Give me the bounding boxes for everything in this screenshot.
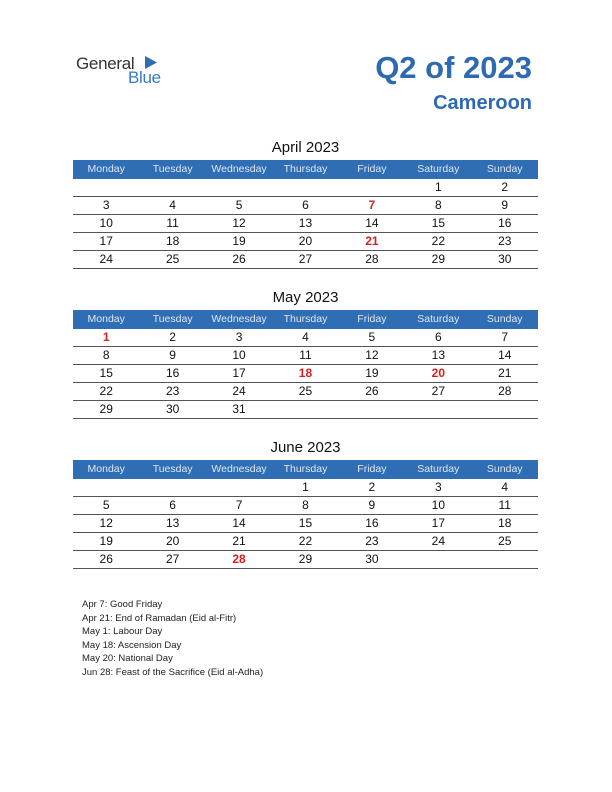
day-cell: 17 [99, 234, 113, 248]
weekday-header: Thursday [283, 163, 328, 175]
day-cell: 6 [169, 498, 176, 512]
day-cell: 6 [302, 198, 309, 212]
week-row [73, 251, 538, 269]
day-cell: 7 [501, 330, 509, 344]
day-cell: 27 [431, 384, 445, 398]
month-calendar-april [73, 138, 538, 269]
day-cell: 22 [431, 234, 445, 248]
week-row [73, 347, 538, 365]
day-cell: 12 [99, 516, 113, 530]
day-cell: 7 [235, 498, 243, 512]
day-cell [139, 179, 205, 196]
weekday-header: Tuesday [152, 313, 193, 325]
day-cell: 3 [434, 480, 442, 494]
day-cell: 14 [498, 348, 512, 362]
weekday-header: Wednesday [211, 313, 267, 325]
holiday-day-cell: 7 [368, 198, 376, 212]
day-cell: 30 [498, 252, 512, 266]
week-row [73, 401, 538, 419]
day-cell: 16 [365, 516, 379, 530]
day-cell: 19 [365, 366, 379, 380]
day-cell: 14 [232, 516, 246, 530]
weekday-header: Saturday [417, 163, 460, 175]
holiday-note: Apr 21: End of Ramadan (Eid al-Fitr) [82, 612, 237, 624]
weekday-header: Saturday [417, 463, 460, 475]
weekday-header: Friday [357, 463, 387, 475]
day-cell: 17 [431, 516, 445, 530]
day-cell [139, 479, 205, 496]
day-cell: 2 [368, 480, 376, 494]
day-cell: 11 [299, 348, 312, 362]
day-cell: 23 [365, 534, 379, 548]
logo-text-blue: Blue [128, 68, 161, 87]
week-row [73, 497, 538, 515]
day-cell: 19 [232, 234, 246, 248]
day-cell: 22 [99, 384, 113, 398]
country-name: Cameroon [433, 92, 532, 114]
day-cell: 18 [165, 234, 180, 248]
day-cell: 8 [434, 198, 442, 212]
day-cell: 13 [165, 516, 180, 530]
day-cell: 11 [498, 498, 511, 512]
day-cell: 10 [99, 216, 113, 230]
day-cell: 10 [232, 348, 246, 362]
holiday-note: May 20: National Day [82, 653, 173, 664]
day-cell: 5 [235, 198, 243, 212]
weekday-header: Monday [87, 313, 125, 325]
day-cell [206, 479, 272, 496]
day-cell: 26 [232, 252, 246, 266]
weekday-header: Sunday [486, 163, 523, 175]
day-cell: 29 [298, 552, 313, 566]
weekday-header: Monday [87, 463, 125, 475]
day-cell: 24 [232, 384, 246, 398]
day-cell: 22 [298, 534, 313, 548]
day-cell: 12 [365, 348, 379, 362]
weekday-header: Saturday [417, 313, 460, 325]
day-cell [472, 401, 538, 418]
day-cell: 26 [365, 384, 379, 398]
day-cell: 20 [165, 534, 180, 548]
week-row [73, 179, 538, 197]
day-cell: 29 [431, 252, 445, 266]
day-cell: 2 [501, 180, 509, 194]
day-cell: 1 [302, 480, 309, 494]
day-cell [405, 401, 471, 418]
generalblue-logo [76, 54, 176, 88]
day-cell: 25 [165, 252, 180, 266]
day-cell: 15 [298, 516, 313, 530]
holiday-day-cell: 20 [431, 366, 445, 380]
holiday-day-cell: 28 [232, 552, 246, 566]
weekday-header: Sunday [486, 313, 523, 325]
weekday-header: Monday [87, 163, 125, 175]
weekday-header-row [73, 310, 538, 329]
weekday-header: Wednesday [211, 463, 267, 475]
day-cell [405, 551, 471, 568]
month-calendar-june [73, 438, 538, 569]
logo-text-general: General [76, 54, 135, 73]
day-cell: 31 [232, 402, 246, 416]
month-title: April 2023 [271, 139, 340, 156]
week-row [73, 365, 538, 383]
day-cell: 9 [169, 348, 176, 362]
day-cell [206, 179, 272, 196]
holiday-day-cell: 21 [365, 234, 379, 248]
day-cell: 5 [102, 498, 110, 512]
day-cell: 28 [365, 252, 379, 266]
day-cell: 3 [235, 330, 243, 344]
weekday-header: Wednesday [211, 163, 267, 175]
day-cell [73, 479, 139, 496]
day-cell: 13 [298, 216, 313, 230]
day-cell: 29 [99, 402, 113, 416]
day-cell: 21 [498, 366, 512, 380]
week-row [73, 515, 538, 533]
day-cell: 6 [434, 330, 442, 344]
day-cell: 9 [368, 498, 376, 512]
day-cell: 30 [165, 402, 180, 416]
day-cell: 25 [498, 534, 512, 548]
day-cell: 9 [501, 198, 509, 212]
day-cell: 30 [365, 552, 379, 566]
day-cell: 1 [434, 180, 442, 194]
day-cell: 16 [165, 366, 180, 380]
day-cell: 19 [99, 534, 113, 548]
day-cell: 25 [298, 384, 313, 398]
day-cell: 20 [298, 234, 313, 248]
week-row [73, 551, 538, 569]
day-cell: 4 [302, 330, 309, 344]
day-cell: 8 [102, 348, 110, 362]
day-cell: 27 [298, 252, 313, 266]
day-cell: 14 [365, 216, 379, 230]
weekday-header: Friday [357, 313, 387, 325]
day-cell: 23 [165, 384, 180, 398]
holiday-note: Apr 7: Good Friday [82, 599, 163, 610]
weekday-header-row [73, 460, 538, 479]
day-cell: 27 [165, 552, 180, 566]
month-title: June 2023 [270, 439, 341, 456]
day-cell: 15 [431, 216, 445, 230]
week-row [73, 329, 538, 347]
day-cell: 24 [99, 252, 113, 266]
holiday-note: May 18: Ascension Day [82, 639, 182, 651]
day-cell: 13 [431, 348, 445, 362]
day-cell: 4 [501, 480, 509, 494]
month-calendar-may [73, 288, 538, 419]
page-title: Q2 of 2023 [375, 50, 532, 85]
day-cell: 3 [102, 198, 110, 212]
holiday-note: Jun 28: Feast of the Sacrifice (Eid al-Adha) [82, 666, 264, 678]
day-cell: 16 [498, 216, 512, 230]
day-cell: 28 [498, 384, 512, 398]
holiday-note: May 1: Labour Day [82, 626, 163, 637]
day-cell [472, 551, 538, 568]
week-row [73, 479, 538, 497]
holiday-day-cell: 1 [102, 330, 110, 344]
day-cell: 2 [169, 330, 176, 344]
weekday-header: Thursday [283, 313, 328, 325]
day-cell: 21 [232, 534, 246, 548]
day-cell [339, 179, 405, 196]
day-cell: 11 [166, 216, 179, 230]
day-cell: 15 [99, 366, 113, 380]
week-row [73, 533, 538, 551]
weekday-header: Thursday [283, 463, 328, 475]
day-cell [272, 401, 338, 418]
week-row [73, 383, 538, 401]
weekday-header-row [73, 160, 538, 179]
week-row [73, 197, 538, 215]
day-cell: 23 [498, 234, 512, 248]
weekday-header: Tuesday [152, 463, 193, 475]
weekday-header: Friday [357, 163, 387, 175]
week-row [73, 233, 538, 251]
day-cell [272, 179, 338, 196]
week-row [73, 215, 538, 233]
day-cell [73, 179, 139, 196]
day-cell: 18 [498, 516, 512, 530]
day-cell: 17 [232, 366, 246, 380]
day-cell: 5 [368, 330, 376, 344]
day-cell [339, 401, 405, 418]
day-cell: 4 [169, 198, 176, 212]
day-cell: 26 [99, 552, 113, 566]
month-title: May 2023 [272, 289, 339, 306]
day-cell: 8 [302, 498, 309, 512]
weekday-header: Sunday [486, 463, 523, 475]
day-cell: 10 [431, 498, 445, 512]
day-cell: 12 [232, 216, 246, 230]
weekday-header: Tuesday [152, 163, 193, 175]
holiday-notes [82, 598, 263, 679]
holiday-day-cell: 18 [298, 366, 313, 380]
day-cell: 24 [431, 534, 445, 548]
